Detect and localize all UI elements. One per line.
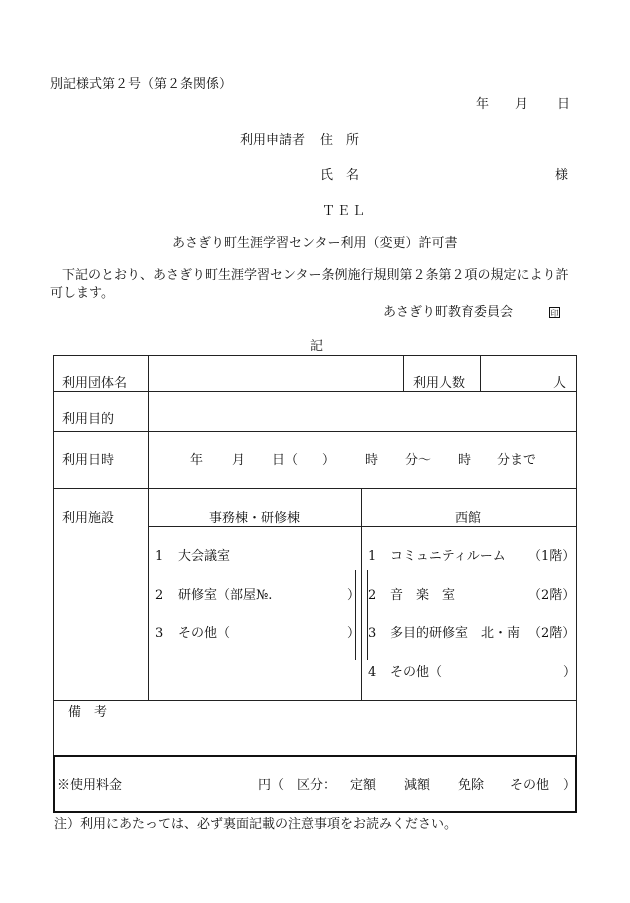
dt-minute-start: 分～ (405, 453, 432, 468)
fee-option-exempt: 免除 (458, 778, 485, 793)
west-item-1-num: 1 (368, 549, 377, 564)
name-label: 氏 名 (320, 168, 360, 183)
fee-category-label: 区分： (297, 778, 337, 793)
west-item-4-num: 4 (368, 665, 377, 680)
west-item-3-num: 3 (368, 626, 377, 641)
facility-label: 利用施設 (62, 511, 115, 526)
fee-option-fixed: 定額 (350, 778, 377, 793)
fee-label: ※使用料金 (57, 778, 123, 793)
date-year-label: 年 (476, 97, 490, 112)
body-text-line-2: 可します。 (50, 286, 114, 301)
dt-year: 年 (190, 453, 204, 468)
footer-note: 注）利用にあたっては、必ず裏面記載の注意事項をお読みください。 (54, 817, 458, 832)
east-item-3-num: 3 (155, 626, 164, 641)
east-building-header: 事務棟・研修棟 (209, 511, 301, 526)
people-count-label: 利用人数 (413, 376, 466, 391)
west-building-header: 西館 (455, 511, 482, 526)
date-day-label: 日 (557, 97, 571, 112)
address-label: 住 所 (320, 133, 360, 148)
fee-option-other: その他 (510, 778, 550, 793)
dt-hour-end: 時 (458, 453, 472, 468)
west-item-3-floor: （2階） (528, 626, 576, 641)
honorific: 様 (555, 168, 569, 183)
east-item-3-close: ） (347, 626, 361, 641)
document-title: あさぎり町生涯学習センター利用（変更）許可書 (172, 236, 458, 251)
fee-close: ） (563, 778, 577, 793)
west-item-4-text: その他（ (390, 665, 443, 680)
west-item-1-text: コミュニティルーム (390, 549, 506, 564)
dt-hour-start: 時 (365, 453, 379, 468)
dt-month: 月 (232, 453, 246, 468)
people-unit: 人 (553, 376, 567, 391)
fee-option-reduced: 減額 (404, 778, 431, 793)
fee-yen: 円（ (258, 778, 285, 793)
form-number: 別記様式第２号（第２条関係） (50, 77, 233, 92)
east-item-2-text: 研修室（部屋№. (178, 588, 273, 603)
issuer: あさぎり町教育委員会 (383, 305, 514, 320)
east-item-3-text: その他（ (178, 626, 231, 641)
ki-label: 記 (310, 339, 324, 354)
applicant-label: 利用申請者 (240, 133, 306, 148)
date-month-label: 月 (515, 97, 529, 112)
east-item-2-num: 2 (155, 588, 164, 603)
remarks-label: 備 考 (68, 705, 108, 720)
east-item-1-text: 大会議室 (178, 549, 231, 564)
dt-day: 日（ (272, 453, 299, 468)
dt-close: ） (322, 453, 336, 468)
seal-mark: 印 (550, 309, 559, 318)
west-item-1-floor: （1階） (528, 549, 576, 564)
group-name-label: 利用団体名 (62, 376, 128, 391)
datetime-label: 利用日時 (62, 453, 115, 468)
body-text-line-1: 下記のとおり、あさぎり町生涯学習センター条例施行規則第２条第２項の規定により許 (62, 268, 569, 283)
east-item-1-num: 1 (155, 549, 164, 564)
dt-minute-end: 分まで (497, 453, 537, 468)
tel-label: ＴＥＬ (322, 204, 368, 219)
west-item-2-floor: （2階） (528, 588, 576, 603)
west-item-4-close: ） (563, 665, 577, 680)
west-item-2-text: 音 楽 室 (390, 588, 456, 603)
west-item-3-text: 多目的研修室 北・南 (390, 626, 521, 641)
purpose-label: 利用目的 (62, 412, 115, 427)
west-item-2-num: 2 (368, 588, 377, 603)
east-item-2-close: ） (347, 588, 361, 603)
